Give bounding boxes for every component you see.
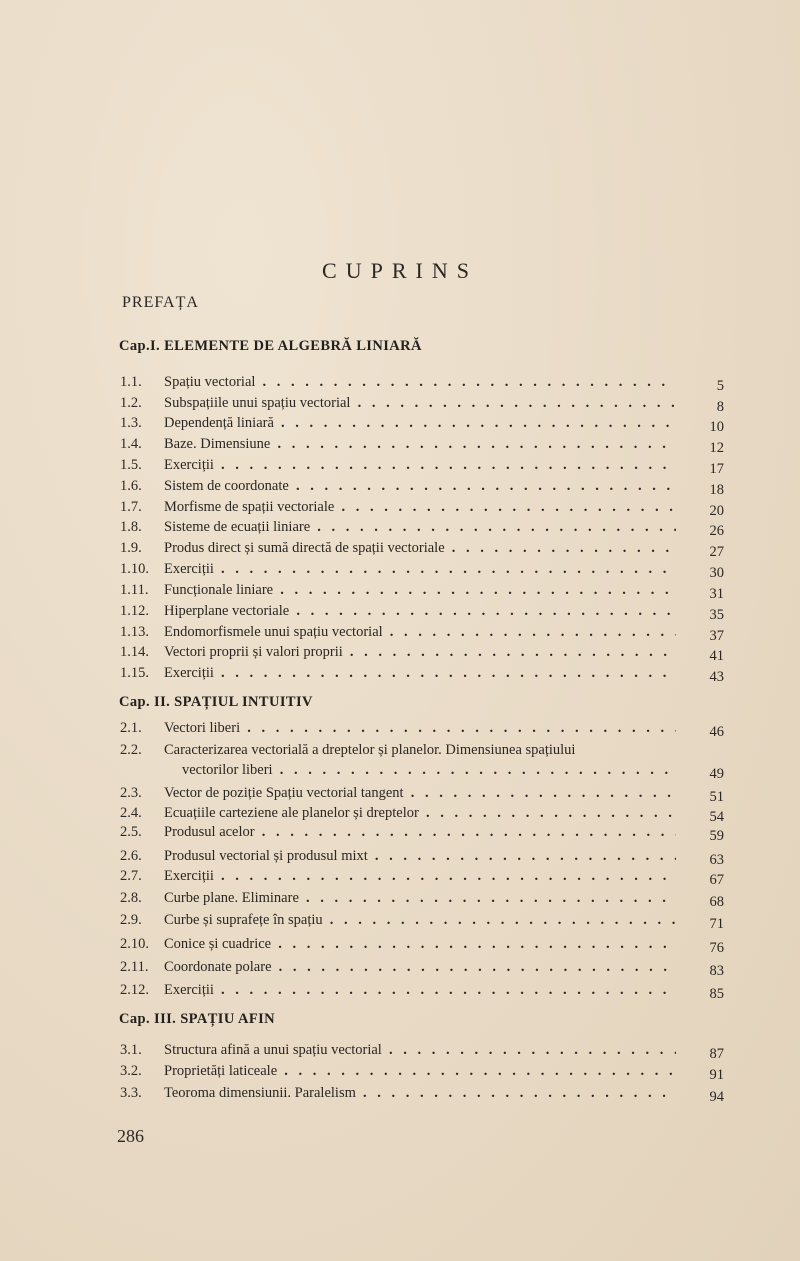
entry-title: Produsul acelor . . . xyxy=(164,822,676,842)
entry-title: Teoroma dimensiunii. Paralelism . . . xyxy=(164,1083,676,1103)
entry-title: Vectori liberi . . . xyxy=(164,718,676,738)
toc-entry xyxy=(120,803,724,823)
entry-title: Produs direct și sumă directă de spații vectoriale . . . xyxy=(164,538,676,558)
entry-title: Exerciții . . . xyxy=(164,980,676,1000)
entry-page: 63 xyxy=(709,852,724,868)
entry-number: 1.14. xyxy=(120,644,149,660)
entry-page: 18 xyxy=(709,482,724,498)
entry-page: 43 xyxy=(709,669,724,685)
toc-entry xyxy=(120,740,724,780)
entry-title: Ecuațiile carteziene ale planelor și dreptelor . . . xyxy=(164,803,676,823)
entry-page: 49 xyxy=(709,766,724,782)
entry-page: 26 xyxy=(709,523,724,539)
entry-title: Proprietăți laticeale . . . xyxy=(164,1061,676,1081)
entry-page: 8 xyxy=(716,399,724,415)
toc-entry xyxy=(120,663,724,683)
chapter-1-heading: Cap.I. ELEMENTE DE ALGEBRĂ LINIARĂ xyxy=(119,338,422,354)
toc-entry xyxy=(120,517,724,537)
toc-entry xyxy=(120,413,724,433)
toc-entry xyxy=(120,372,724,392)
toc-entry xyxy=(120,559,724,579)
entry-page: 30 xyxy=(709,565,724,581)
entry-title: Exerciții . . . xyxy=(164,663,676,683)
entry-page: 37 xyxy=(709,628,724,644)
entry-title: Exerciții . . . xyxy=(164,455,676,475)
entry-title: Baze. Dimensiune . . . xyxy=(164,434,676,454)
entry-number: 1.3. xyxy=(120,415,142,431)
entry-number: 1.15. xyxy=(120,665,149,681)
entry-page: 12 xyxy=(709,440,724,456)
entry-page: 46 xyxy=(709,724,724,740)
entry-page: 85 xyxy=(709,986,724,1002)
entry-page: 17 xyxy=(709,461,724,477)
toc-entry xyxy=(120,642,724,662)
entry-title: Vector de poziție Spațiu vectorial tangent . . . xyxy=(164,783,676,803)
entry-title: vectorilor liberi . . . xyxy=(182,760,676,780)
toc-entry xyxy=(120,580,724,600)
toc-entry xyxy=(120,980,724,1000)
entry-page: 31 xyxy=(709,586,724,602)
entry-title: Endomorfismele unui spațiu vectorial . . . xyxy=(164,622,676,642)
chapter-3-heading: Cap. III. SPAȚIU AFIN xyxy=(119,1011,275,1027)
entry-title: Hiperplane vectoriale . . . xyxy=(164,601,676,621)
toc-entry xyxy=(120,910,724,930)
entry-title: Spațiu vectorial . . . xyxy=(164,372,676,392)
toc-entry xyxy=(120,476,724,496)
entry-page: 5 xyxy=(716,378,724,394)
toc-entry xyxy=(120,1061,724,1081)
entry-number: 1.7. xyxy=(120,499,142,515)
entry-title: Conice și cuadrice . . . xyxy=(164,934,676,954)
toc-entry xyxy=(120,934,724,954)
entry-page: 51 xyxy=(709,789,724,805)
entry-number: 2.3. xyxy=(120,785,142,801)
entry-title: Sistem de coordonate . . . xyxy=(164,476,676,496)
toc-entry xyxy=(120,957,724,977)
entry-page: 68 xyxy=(709,894,724,910)
entry-page: 20 xyxy=(709,503,724,519)
entry-number: 3.2. xyxy=(120,1063,142,1079)
entry-number: 1.9. xyxy=(120,540,142,556)
entry-page: 35 xyxy=(709,607,724,623)
entry-page: 76 xyxy=(709,940,724,956)
entry-title: Funcționale liniare . . . xyxy=(164,580,676,600)
page-title: CUPRINS xyxy=(322,258,478,283)
entry-number: 2.10. xyxy=(120,936,149,952)
entry-number: 3.3. xyxy=(120,1085,142,1101)
toc-entry xyxy=(120,497,724,517)
toc-entry xyxy=(120,622,724,642)
entry-page: 41 xyxy=(709,648,724,664)
entry-title: Structura afină a unui spațiu vectorial . . . xyxy=(164,1040,676,1060)
entry-number: 2.8. xyxy=(120,890,142,906)
entry-page: 10 xyxy=(709,419,724,435)
toc-entry xyxy=(120,455,724,475)
entry-title: Dependență liniară . . . xyxy=(164,413,676,433)
entry-number: 1.1. xyxy=(120,374,142,390)
entry-number: 1.2. xyxy=(120,395,142,411)
entry-title-line1: Caracterizarea vectorială a dreptelor și planelor. Dimensiunea spațiului xyxy=(164,742,576,758)
toc-entry xyxy=(120,393,724,413)
entry-number: 2.11. xyxy=(120,959,149,975)
entry-title: Curbe plane. Eliminare . . . xyxy=(164,888,676,908)
entry-title: Exerciții . . . xyxy=(164,559,676,579)
entry-number: 2.7. xyxy=(120,868,142,884)
toc-entry xyxy=(120,1040,724,1060)
entry-page: 67 xyxy=(709,872,724,888)
entry-page: 83 xyxy=(709,963,724,979)
entry-page: 27 xyxy=(709,544,724,560)
toc-entry xyxy=(120,601,724,621)
toc-entry xyxy=(120,866,724,886)
entry-number: 2.6. xyxy=(120,848,142,864)
toc-entry xyxy=(120,434,724,454)
entry-number: 2.4. xyxy=(120,805,142,821)
entry-title: Sisteme de ecuații liniare . . . xyxy=(164,517,676,537)
entry-number: 1.8. xyxy=(120,519,142,535)
entry-title: Subspațiile unui spațiu vectorial . . . xyxy=(164,393,676,413)
entry-page: 94 xyxy=(709,1089,724,1105)
entry-title: Morfisme de spații vectoriale . . . xyxy=(164,497,676,517)
entry-number: 1.11. xyxy=(120,582,149,598)
toc-entry xyxy=(120,846,724,866)
toc-entry xyxy=(120,718,724,738)
entry-title: Vectori proprii și valori proprii . . . xyxy=(164,642,676,662)
chapter-2-heading: Cap. II. SPAȚIUL INTUITIV xyxy=(119,694,313,710)
entry-number: 3.1. xyxy=(120,1042,142,1058)
entry-title: Produsul vectorial și produsul mixt . . . xyxy=(164,846,676,866)
entry-number: 2.1. xyxy=(120,720,142,736)
entry-number: 1.5. xyxy=(120,457,142,473)
entry-page: 71 xyxy=(709,916,724,932)
preface-entry: PREFAȚA xyxy=(122,294,199,311)
toc-entry xyxy=(120,538,724,558)
toc-entry xyxy=(120,888,724,908)
entry-page: 91 xyxy=(709,1067,724,1083)
entry-title: Curbe și suprafețe în spațiu . . . xyxy=(164,910,676,930)
entry-title: Exerciții . . . xyxy=(164,866,676,886)
toc-entry xyxy=(120,1083,724,1103)
page-number: 286 xyxy=(117,1126,144,1146)
toc-entry xyxy=(120,822,724,842)
toc-entry xyxy=(120,783,724,803)
entry-number: 2.9. xyxy=(120,912,142,928)
entry-number: 1.13. xyxy=(120,624,149,640)
entry-number: 2.5. xyxy=(120,824,142,840)
entry-number: 1.10. xyxy=(120,561,149,577)
entry-number: 2.12. xyxy=(120,982,149,998)
entry-number: 2.2. xyxy=(120,742,142,758)
entry-number: 1.6. xyxy=(120,478,142,494)
entry-page: 59 xyxy=(709,828,724,844)
entry-page: 54 xyxy=(709,809,724,825)
entry-title: Coordonate polare . . . xyxy=(164,957,676,977)
entry-number: 1.4. xyxy=(120,436,142,452)
entry-page: 87 xyxy=(709,1046,724,1062)
entry-number: 1.12. xyxy=(120,603,149,619)
